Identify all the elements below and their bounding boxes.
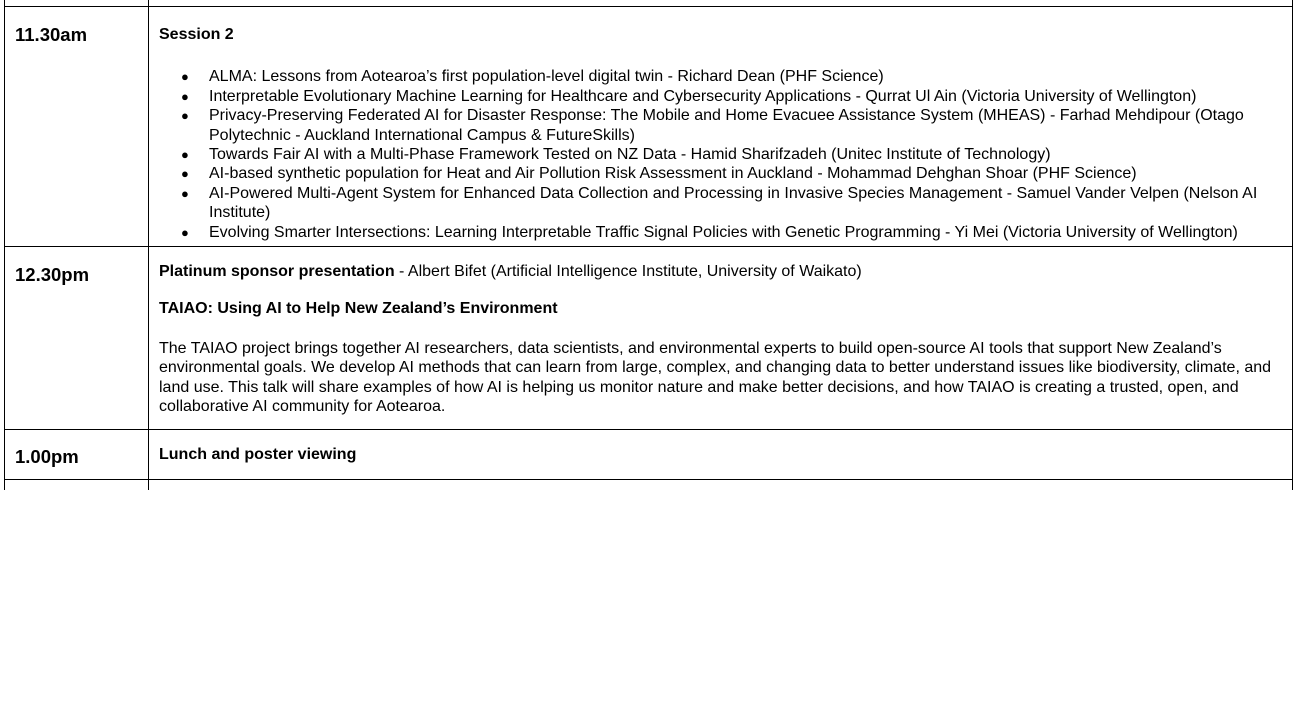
next-time-cell (5, 479, 149, 490)
sponsor-cell (149, 247, 1293, 429)
sponsor-heading: Platinum sponsor presentation (159, 263, 395, 281)
agenda-table (4, 0, 1293, 490)
talk-item: ● AI-based synthetic population for Heat and Air Pollution Risk Assessment in Auckland - Mohammad Dehghan Shoar (PHF Science) (209, 164, 1280, 183)
agenda-row-session-2 (5, 7, 1293, 247)
talk-item: ● AI-Powered Multi-Agent System for Enhanced Data Collection and Processing in Invasive Species Management - Samuel Vander Velpen (Nelson AI Institute) (209, 184, 1280, 223)
talk-title: TAIAO: Using AI to Help New Zealand’s Environment (159, 300, 558, 318)
time-cell: 12.30pm (5, 247, 149, 429)
talk-item: ● Towards Fair AI with a Multi-Phase Framework Tested on NZ Data - Hamid Sharifzadeh (Unitec Institute of Technology) (209, 145, 1280, 164)
talk-item: ● Evolving Smarter Intersections: Learning Interpretable Traffic Signal Policies with Genetic Programming - Yi Mei (Victoria University of Wellington) (209, 223, 1280, 242)
time-cell: 11.30am (5, 7, 149, 247)
agenda-row-sponsor (5, 247, 1293, 429)
session-heading: Session 2 (159, 26, 234, 43)
talk-item: ● Privacy-Preserving Federated AI for Disaster Response: The Mobile and Home Evacuee Assistance System (MHEAS) - Farhad Mehdipour (Otago Polytechnic - Auckland International Campus & FutureSkills) (209, 106, 1280, 145)
presenter-text: - Albert Bifet (Artificial Intelligence Institute, University of Waikato) (394, 263, 862, 281)
next-row-edge (5, 479, 1293, 490)
lunch-heading: Lunch and poster viewing (159, 445, 357, 463)
talk-item: ● ALMA: Lessons from Aotearoa’s first population-level digital twin - Richard Dean (PHF Science) (209, 67, 1280, 86)
session-cell (149, 7, 1293, 247)
talk-list (159, 67, 1280, 242)
talk-item: ● Interpretable Evolutionary Machine Learning for Healthcare and Cybersecurity Applications - Qurrat Ul Ain (Victoria University of Wellington) (209, 87, 1280, 106)
next-body-cell (149, 479, 1293, 490)
lunch-cell (149, 429, 1293, 479)
agenda-row-lunch (5, 429, 1293, 479)
sponsor-line (159, 262, 1280, 281)
time-cell: 1.00pm (5, 429, 149, 479)
talk-abstract: The TAIAO project brings together AI researchers, data scientists, and environmental experts to build open-source AI tools that support New Zealand’s environmental goals. We develop AI methods that can learn from large, complex, and changing data to better understand issues like biodiversity, climate, and land use. This talk will share examples of how AI is helping us monitor nature and make better decisions, and how TAIAO is creating a trusted, open, and collaborative AI community for Aotearoa. (159, 339, 1272, 416)
